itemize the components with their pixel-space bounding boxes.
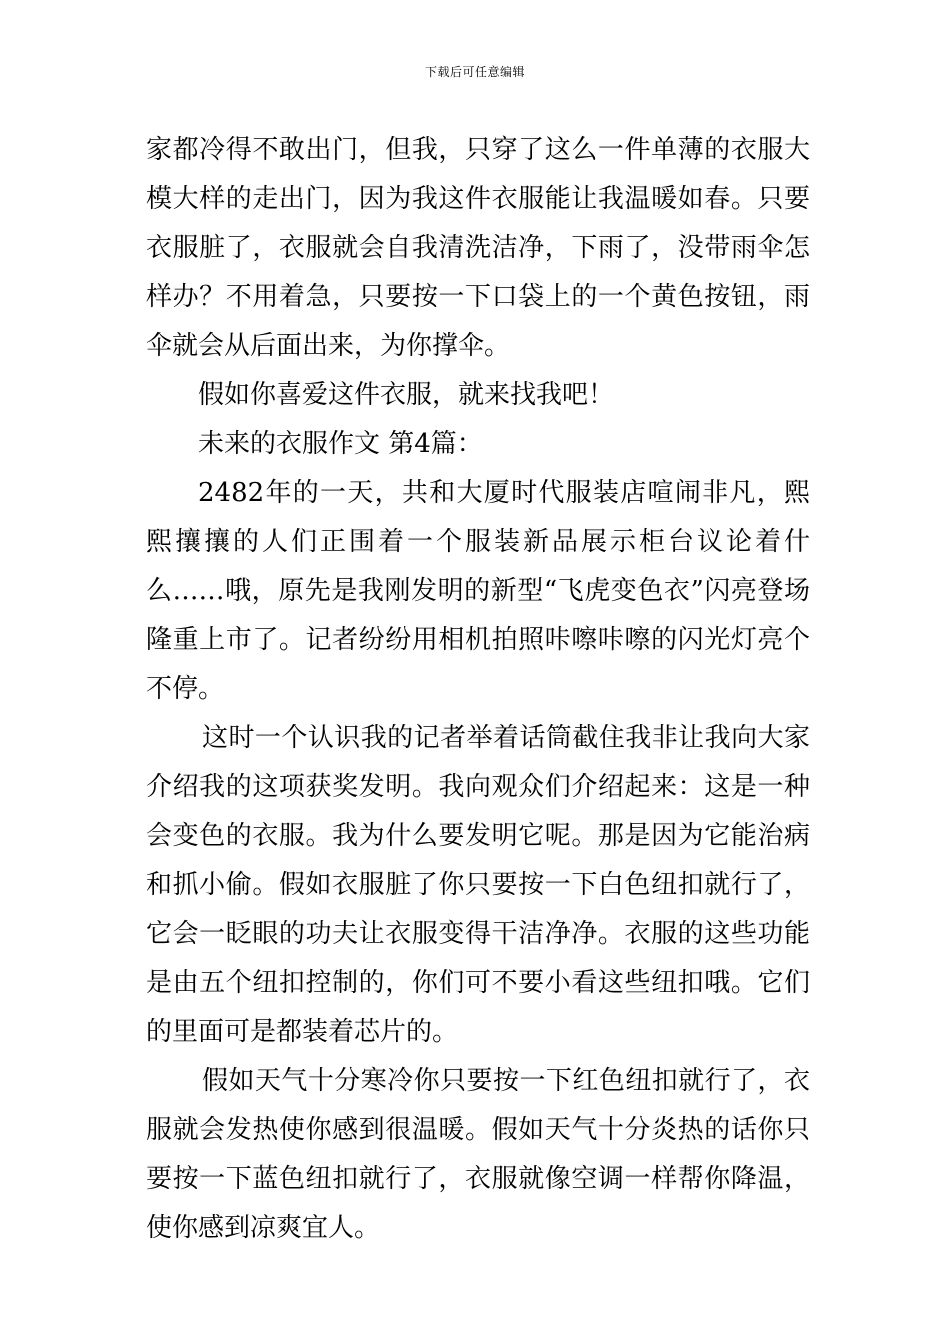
paragraph-intro: 2482年的一天，共和大厦时代服装店喧闹非凡，熙熙攘攘的人们正围着一个服装新品展示柜台议论着什么……哦，原先是我刚发明的新型“飞虎变色衣”闪亮登场隆重上市了。记者纷纷用相机拍照咔嚓咔嚓的闪光灯亮个不停。 [146,478,810,704]
page-header: 下载后可任意编辑 [424,65,525,79]
paragraph-reporter: 这时一个认识我的记者举着话筒截住我非让我向大家介绍我的这项获奖发明。我向观众们介绍起来：这是一种会变色的衣服。我为什么要发明它呢。那是因为它能治病和抓小偷。假如衣服脏了你只要按一下白色纽扣就行了，它会一眨眼的功夫让衣服变得干洁净净。衣服的这些功能是由五个纽扣控制的，你们可不要小看这些纽扣哦。它们的里面可是都装着芯片的。 [146,723,810,1047]
paragraph-weather: 假如天气十分寒冷你只要按一下红色纽扣就行了，衣服就会发热使你感到很温暖。假如天气十分炎热的话你只要按一下蓝色纽扣就行了，衣服就像空调一样帮你降温，使你感到凉爽宜人。 [146,1066,810,1243]
section-heading: 未来的衣服作文 第4篇： [198,429,483,459]
paragraph-continuation: 家都冷得不敢出门，但我，只穿了这么一件单薄的衣服大模大样的走出门，因为我这件衣服能让我温暖如春。只要衣服脏了，衣服就会自我清洗洁净，下雨了，没带雨伞怎样办？不用着急，只要按一下口袋上的一个黄色按钮，雨伞就会从后面出来，为你撑伞。 [146,135,810,361]
paragraph-invitation: 假如你喜爱这件衣服，就来找我吧！ [198,380,615,410]
article-body [146,126,810,1253]
